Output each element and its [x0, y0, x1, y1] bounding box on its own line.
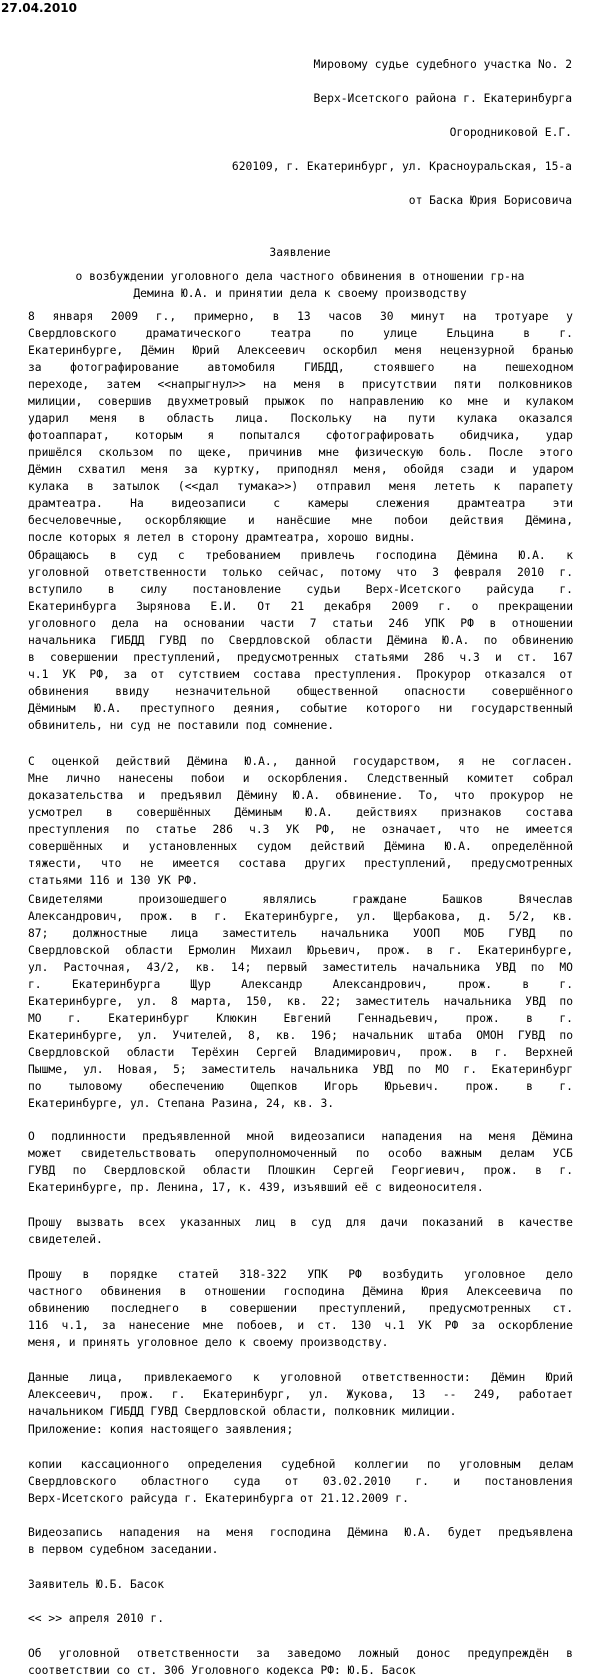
paragraph-line: преступления по статье 286 ч.3 УК РФ, не означает, что не имеется — [28, 823, 573, 836]
body-paragraph — [28, 1214, 573, 1248]
document-subtitle-line-1: о возбуждении уголовного дела частного обвинения в отношении гр-на — [75, 270, 525, 283]
paragraph-line: Свердловской области Терёхин Сергей Владимирович, прож. в г. Верхней — [28, 1046, 573, 1059]
paragraph-line: Екатеринбурге, ул. Степана Разина, 24, кв. 3. — [28, 1097, 335, 1110]
paragraph-line: ГУВД по Свердловской области Плошкин Сергей Георгиевич, прож. в г. — [28, 1164, 573, 1177]
paragraph-line: доказательства и предъявил Дёмину Ю.А. обвинение. То, что прокурор не — [28, 789, 573, 802]
body-paragraph — [28, 1645, 573, 1679]
paragraph-line: Дёмин схватил меня за куртку, приподнял меня, обойдя сзади и ударом — [28, 463, 573, 476]
sender-line: от Баска Юрия Борисовича — [408, 194, 572, 207]
body-paragraph — [28, 1421, 573, 1438]
paragraph-line: С оценкой действий Дёмина Ю.А., данной государством, я не согласен. — [28, 755, 573, 768]
paragraph-line: Прошу вызвать всех указанных лиц в суд для дачи показаний в качестве — [28, 1216, 573, 1229]
paragraph-line: г. Екатеринбурга Щур Александр Александрович, прож. в г. — [28, 978, 573, 991]
paragraph-line: пришёлся скользом по щеке, причинив мне физическую боль. После этого — [28, 446, 573, 459]
paragraph-line: ударил меня в область лица. Поскольку на пути кулака оказался — [28, 412, 573, 425]
paragraph-line: О подлинности предъявленной мной видеозаписи нападения на меня Дёмина — [28, 1130, 573, 1143]
document-date: 27.04.2010 — [1, 1, 77, 15]
body-paragraph — [28, 1369, 573, 1420]
paragraph-line: копии кассационного определения судебной коллегии по уголовным делам — [28, 1458, 573, 1471]
document-subtitle-line-2: Демина Ю.А. и принятии дела к своему производству — [133, 287, 467, 300]
paragraph-line: тяжести, что не имеется состава других преступлений, предусмотренных — [28, 857, 573, 870]
paragraph-line: Екатеринбурге, Дёмин Юрий Алексеевич оскорбил меня нецензурной бранью — [28, 344, 573, 357]
paragraph-line: свидетелей. — [28, 1233, 103, 1246]
body-paragraph — [28, 1576, 573, 1593]
paragraph-line: ч.1 УК РФ, за от сутствием состава преступления. Прокурор отказался от — [28, 668, 573, 681]
addressee-line-judge: Мировому судье судебного участка No. 2 — [313, 58, 572, 71]
paragraph-line: меня, и принять уголовное дело к своему производству. — [28, 1336, 389, 1349]
paragraph-line: вступило в силу постановление судьи Верх-Исетского райсуда г. — [28, 583, 573, 596]
paragraph-line: Прошу в порядке статей 318-322 УПК РФ возбудить уголовное дело — [28, 1268, 573, 1281]
paragraph-line: Александрович, прож. в г. Екатеринбурге, ул. Щербакова, д. 5/2, кв. — [28, 910, 573, 923]
paragraph-line: Свердловского областного суда от 03.02.2010 г. и постановления — [28, 1475, 573, 1488]
paragraph-line: Об уголовной ответственности за заведомо ложный донос предупреждён в — [28, 1647, 573, 1660]
paragraph-line: после которых я летел в сторону драмтеатра, хорошо видны. — [28, 531, 416, 544]
body-paragraph — [28, 1524, 573, 1558]
paragraph-line: Екатеринбурге, ул. Учителей, 8, кв. 196; начальник штаба ОМОН ГУВД по — [28, 1029, 573, 1042]
paragraph-line: МО г. Екатеринбург Клюкин Евгений Геннадьевич, прож. в г. — [28, 1012, 573, 1025]
paragraph-line: Екатеринбурга Зырянова Е.И. От 21 декабря 2009 г. о прекращении — [28, 600, 573, 613]
paragraph-line: Видеозапись нападения на меня господина Дёмина Ю.А. будет предъявлена — [28, 1526, 573, 1539]
paragraph-line: Алексеевич, прож. г. Екатеринбург, ул. Жукова, 13 -- 249, работает — [28, 1388, 573, 1401]
paragraph-line: Екатеринбурге, пр. Ленина, 17, к. 439, изъявший её с видеоносителя. — [28, 1181, 484, 1194]
addressee-line-district: Верх-Исетского района г. Екатеринбурга — [313, 92, 572, 105]
paragraph-line: Свердловского драматического театра по улице Ельцина в г. — [28, 327, 573, 340]
paragraph-line: уголовной ответственности только сейчас, потому что 3 февраля 2010 г. — [28, 566, 573, 579]
paragraph-line: за фотографирование автомобиля ГИБДД, стоявшего на пешеходном — [28, 361, 573, 374]
paragraph-line: Приложение: копия настоящего заявления; — [28, 1423, 294, 1436]
body-paragraph — [28, 1456, 573, 1507]
paragraph-line: Обращаюсь в суд с требованием привлечь господина Дёмина Ю.А. к — [28, 549, 573, 562]
paragraph-line: Данные лица, привлекаемого к уголовной ответственности: Дёмин Юрий — [28, 1371, 573, 1384]
paragraph-line: Свердловской области Ермолин Михаил Юрьевич, прож. в г. Екатеринбурге, — [28, 944, 573, 957]
paragraph-line: начальника ГИБДД ГУВД по Свердловской области Дёмина Ю.А. по обвинению — [28, 634, 573, 647]
paragraph-line: Верх-Исетского райсуда г. Екатеринбурга от 21.12.2009 г. — [28, 1492, 409, 1505]
paragraph-line: переходе, затем <<напрыгнул>> на меня в присутствии пяти полковников — [28, 378, 573, 391]
paragraph-line: 8 января 2009 г., примерно, в 13 часов 30 минут на тротуаре у — [28, 310, 573, 323]
body-paragraph — [28, 1128, 573, 1196]
paragraph-line: Дёминым Ю.А. преступного деяния, событие которого ни государственный — [28, 702, 573, 715]
paragraph-line: Заявитель Ю.Б. Басок — [28, 1578, 165, 1591]
paragraph-line: кулака в затылок (<<дал тумака>>) отправил меня лететь к парапету — [28, 480, 573, 493]
body-paragraph — [28, 1266, 573, 1351]
paragraph-line: 116 ч.1, за нанесение мне побоев, и ст. 130 ч.1 УК РФ за оскорбление — [28, 1319, 573, 1332]
addressee-line-name: Огородниковой Е.Г. — [449, 126, 572, 139]
body-paragraph — [28, 1610, 573, 1627]
paragraph-line: совершённых и установленных судом действий Дёмина Ю.А. определённой — [28, 840, 573, 853]
paragraph-line: драмтеатра. На видеозаписи с камеры слежения драмтеатра эти — [28, 497, 573, 510]
paragraph-line: Свидетелями произошедшего являлись граждане Башков Вячеслав — [28, 893, 573, 906]
paragraph-line: соответствии со ст. 306 Уголовного кодекса РФ: Ю.Б. Басок — [28, 1664, 416, 1677]
body-paragraph — [28, 308, 573, 546]
paragraph-line: << >> апреля 2010 г. — [28, 1612, 165, 1625]
paragraph-line: ул. Расточная, 43/2, кв. 14; первый заместитель начальника УВД по МО — [28, 961, 573, 974]
paragraph-line: бесчеловечные, оскорбляющие и нанёсшие мне побои действия Дёмина, — [28, 514, 573, 527]
addressee-line-address: 620109, г. Екатеринбург, ул. Красноуральская, 15-а — [231, 160, 572, 173]
paragraph-line: уголовного дела на основании части 7 статьи 246 УПК РФ в отношении — [28, 617, 573, 630]
paragraph-line: обвинению последнего в совершении преступлений, предусмотренных ст. — [28, 1302, 573, 1315]
paragraph-line: частного обвинения в отношении господина Дёмина Юрия Алексеевича по — [28, 1285, 573, 1298]
paragraph-line: в первом судебном заседании. — [28, 1543, 219, 1556]
paragraph-line: в совершении преступлений, предусмотренных статьями 286 ч.3 и ст. 167 — [28, 651, 573, 664]
paragraph-line: 87; должностные лица заместитель начальника УООП МОБ ГУВД по — [28, 927, 573, 940]
paragraph-line: может свидетельствовать оперуполномоченный по особо важным делам УСБ — [28, 1147, 573, 1160]
paragraph-line: обвинения ввиду незначительной общественной опасности совершённого — [28, 685, 573, 698]
document-title: Заявление — [269, 246, 331, 259]
paragraph-line: Мне лично нанесены побои и оскорбления. Следственный комитет собрал — [28, 772, 573, 785]
body-paragraph — [28, 891, 573, 1112]
body-paragraph — [28, 753, 573, 889]
paragraph-line: начальником ГИБДД ГУВД Свердловской области, полковник милиции. — [28, 1405, 457, 1418]
paragraph-line: милиции, совершив двухметровый прыжок по направлению ко мне и кулаком — [28, 395, 573, 408]
paragraph-line: фотоаппарат, которым я попытался сфотографировать обидчика, удар — [28, 429, 573, 442]
paragraph-line: статьями 116 и 130 УК РФ. — [28, 874, 199, 887]
paragraph-line: усмотрел в совершённых Дёминым Ю.А. действиях признаков состава — [28, 806, 573, 819]
paragraph-line: по тыловому обеспечению Ощепков Игорь Юрьевич. прож. в г. — [28, 1080, 573, 1093]
paragraph-line: обвинитель, ни суд не поставили под сомнение. — [28, 719, 335, 732]
paragraph-line: Пышме, ул. Новая, 5; заместитель начальника УВД по МО г. Екатеринбург — [28, 1063, 573, 1076]
paragraph-line: Екатеринбурге, ул. 8 марта, 150, кв. 22; заместитель начальника УВД по — [28, 995, 573, 1008]
body-paragraph — [28, 547, 573, 734]
